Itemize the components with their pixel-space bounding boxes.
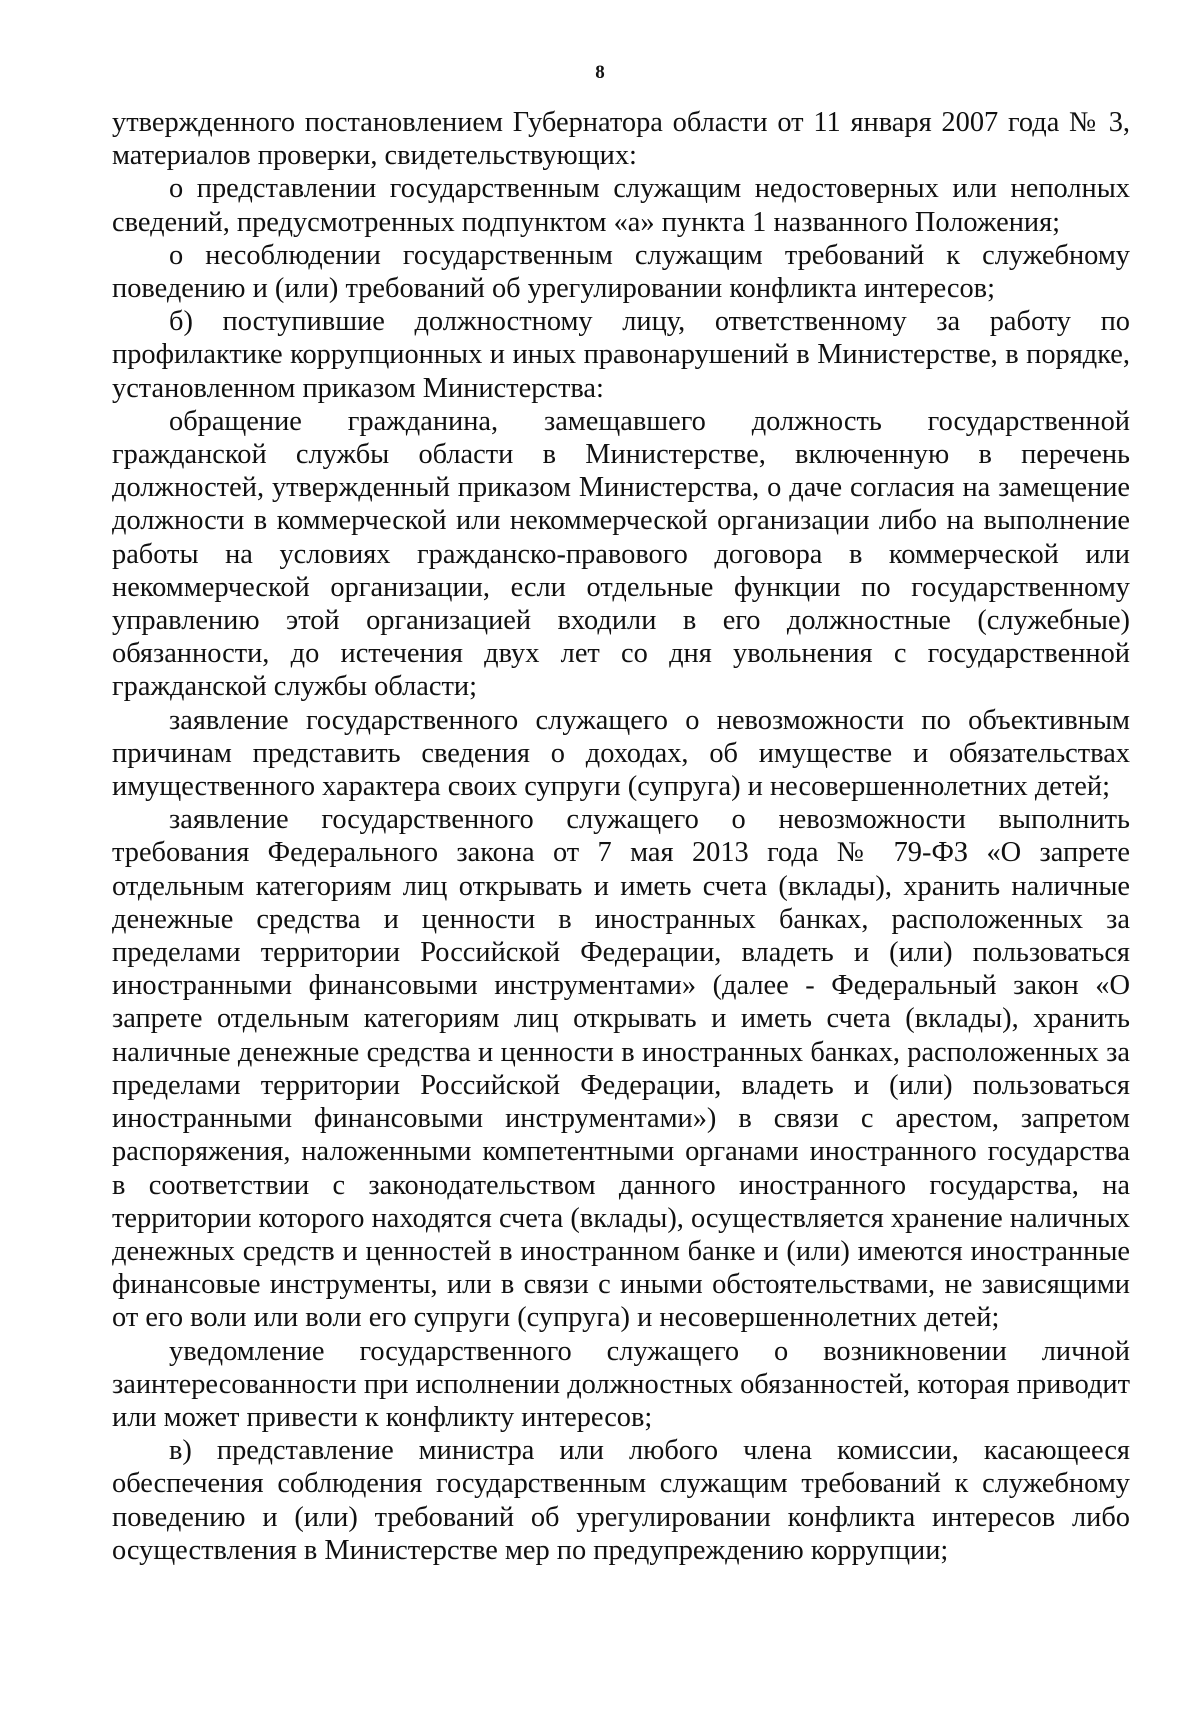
- paragraph-subclause-v: в) представление министра или любого члена комиссии, касающееся обеспечения соблюдения государственным служащим требований к служебному поведению и (или) требований об урегулировании конфликта интересов либо осуществления в Министерстве мер по предупреждению коррупции;: [112, 1435, 1130, 1566]
- paragraph-item-false-info: о представлении государственным служащим недостоверных или неполных сведений, предусмотренных подпунктом «а» пункта 1 названного Положения;: [112, 173, 1130, 238]
- paragraph-conflict-notice: уведомление государственного служащего о возникновении личной заинтересованности при исполнении должностных обязанностей, которая приводит или может привести к конфликту интересов;: [112, 1335, 1130, 1433]
- paragraph-continuation: утвержденного постановлением Губернатора области от 11 января 2007 года № 3, материалов проверки, свидетельствующих:: [112, 107, 1130, 172]
- page-number: 8: [595, 62, 605, 83]
- paragraph-item-nonobservance: о несоблюдении государственным служащим требований к служебному поведению и (или) требований об урегулировании конфликта интересов;: [112, 239, 1130, 305]
- paragraph-foreign-accounts-statement: заявление государственного служащего о невозможности выполнить требования Федерального закона от 7 мая 2013 года № 79-ФЗ «О запрете отдельным категориям лиц открывать и иметь счета (вклады), хранить наличные денежные средства и ценности в иностранных банках, расположенных за пределами территории Российской Федерации, владеть и (или) пользоваться иностранными финансовыми инструментами» (далее - Федеральный закон «О запрете отдельным категориям лиц открывать и иметь счета (вклады), хранить наличные денежные средства и ценности в иностранных банках, расположенных за пределами территории Российской Федерации, владеть и (или) пользоваться иностранными финансовыми инструментами») в связи с арестом, запретом распоряжения, наложенными компетентными органами иностранного государства в соответствии с законодательством данного иностранного государства, на территории которого находятся счета (вклады), осуществляется хранение наличных денежных средств и ценностей в иностранном банке и (или) имеются иностранные финансовые инструменты, или в связи с иными обстоятельствами, не зависящими от его воли или воли его супруги (супруга) и несовершеннолетних детей;: [112, 804, 1130, 1334]
- document-body: [112, 106, 1130, 1567]
- paragraph-subclause-b: б) поступившие должностному лицу, ответственному за работу по профилактике коррупционных и иных правонарушений в Министерстве, в порядке, установленном приказом Министерства:: [112, 306, 1130, 404]
- paragraph-income-statement: заявление государственного служащего о невозможности по объективным причинам представить сведения о доходах, об имуществе и обязательствах имущественного характера своих супруги (супруга) и несовершеннолетних детей;: [112, 704, 1130, 803]
- paragraph-citizen-appeal: обращение гражданина, замещавшего должность государственной гражданской службы области в Министерстве, включенную в перечень должностей, утвержденный приказом Министерства, о даче согласия на замещение должности в коммерческой или некоммерческой организации либо на выполнение работы на условиях гражданско-правового договора в коммерческой или некоммерческой организации, если отдельные функции по государственному управлению этой организацией входили в его должностные (служебные) обязанности, до истечения двух лет со дня увольнения с государственной гражданской службы области;: [112, 405, 1130, 703]
